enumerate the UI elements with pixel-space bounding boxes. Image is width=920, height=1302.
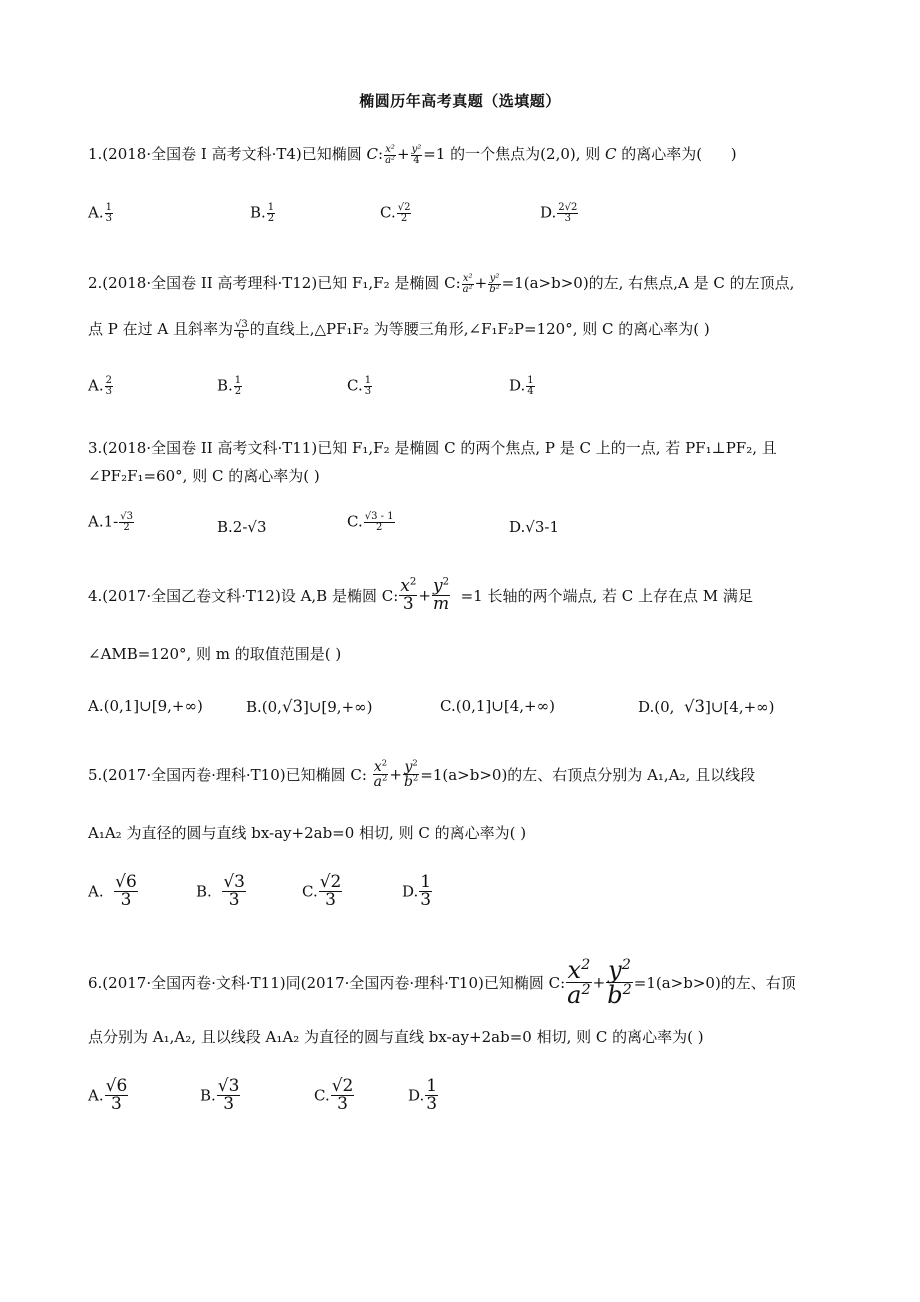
- q2-option-d[interactable]: D. $\frac{1}{4}$: [509, 375, 534, 397]
- question-6-options: [88, 1078, 848, 1118]
- q2-option-b[interactable]: B. $\frac{1}{2}$: [217, 375, 242, 397]
- question-4-stem-line-1: 4.(2017·全国乙卷文科·T12)设 A,B 是椭圆 C: $\frac{x^2}{3}$ + $\frac{y^2}{m}$ =1 长轴的两个端点, 若 C 上存在点 M 满足: [88, 576, 753, 614]
- question-4-stem-line-2: ∠AMB=120°, 则 m 的取值范围是( ): [88, 645, 342, 663]
- question-3-options: [88, 512, 848, 552]
- q1-frac-y2-4: $\frac{\text{y²}}{4}$: [411, 143, 422, 166]
- question-6-stem-line-1: 6.(2017·全国丙卷·文科·T11)同(2017·全国丙卷·理科·T10)已知椭圆 C: $\frac{x^2}{a^2}$ + $\frac{y^2}{b^2}$ =1(a>b>0)的左、右顶: [88, 956, 796, 1009]
- q4-option-d[interactable]: D.(0, √3]∪[4,+∞): [638, 697, 775, 716]
- question-1-options: [88, 203, 848, 243]
- q3-option-b[interactable]: B.2-√3: [217, 518, 267, 536]
- q5-option-b[interactable]: B. $\frac{√3}{3}$: [196, 872, 245, 910]
- q4-frac-y2-m: $\frac{y^2}{m}$: [432, 576, 450, 614]
- question-5-stem-line-1: 5.(2017·全国丙卷·理科·T10)已知椭圆 C: $\frac{x^2}{a^2}$ + $\frac{y^2}{b^2}$ =1(a>b>0)的左、右顶点分别为 A₁,A₂, 且以线段: [88, 757, 756, 790]
- q5-option-a[interactable]: A. $\frac{√6}{3}$: [88, 872, 137, 910]
- question-4-options: [88, 697, 848, 737]
- q4-option-b[interactable]: B.(0,√3]∪[9,+∞): [246, 697, 373, 716]
- q3-option-c[interactable]: C. $\frac{√3 - 1}{2}$: [347, 511, 394, 533]
- q1-ellipse-c: C: [366, 145, 378, 163]
- q4-option-a[interactable]: A.(0,1]∪[9,+∞): [88, 697, 203, 715]
- q6-option-b[interactable]: B. $\frac{√3}{3}$: [200, 1076, 240, 1114]
- question-2-stem-line-1: 2.(2018·全国卷 II 高考理科·T12)已知 F₁,F₂ 是椭圆 C: $\frac{\text{x²}}{\text{a²}}$ + $\frac{\text{y²}}{\text{b²}}$ =1(a>b>0)的左, 右焦点,A 是 C 的左顶点,: [88, 272, 795, 295]
- q1-prefix: 1.(2018·全国卷 I 高考文科·T4)已知椭圆: [88, 145, 367, 163]
- q1-option-a[interactable]: A. $\frac{1}{3}$: [88, 202, 112, 224]
- q2-option-c[interactable]: C. $\frac{1}{3}$: [347, 375, 372, 397]
- question-2-stem-line-2: 点 P 在过 A 且斜率为 $\frac{√3}{6}$ 的直线上,△PF₁F₂ 为等腰三角形,∠F₁F₂P=120°, 则 C 的离心率为( ): [88, 318, 710, 341]
- question-5-options: [88, 874, 848, 914]
- q2-slope-frac: $\frac{√3}{6}$: [235, 318, 248, 341]
- question-3-stem-line-1: 3.(2018·全国卷 II 高考文科·T11)已知 F₁,F₂ 是椭圆 C 的两个焦点, P 是 C 上的一点, 若 PF₁⊥PF₂, 且: [88, 439, 777, 457]
- question-3-stem-line-2: ∠PF₂F₁=60°, 则 C 的离心率为( ): [88, 467, 320, 485]
- question-5-stem-line-2: A₁A₂ 为直径的圆与直线 bx-ay+2ab=0 相切, 则 C 的离心率为( ): [88, 824, 527, 842]
- q5-option-d[interactable]: D. $\frac{1}{3}$: [402, 872, 432, 910]
- question-6-stem-line-2: 点分别为 A₁,A₂, 且以线段 A₁A₂ 为直径的圆与直线 bx-ay+2ab=0 相切, 则 C 的离心率为( ): [88, 1028, 704, 1046]
- q6-option-c[interactable]: C. $\frac{√2}{3}$: [314, 1076, 354, 1114]
- q3-option-d[interactable]: D.√3-1: [509, 518, 559, 536]
- q6-option-a[interactable]: A. $\frac{√6}{3}$: [88, 1076, 128, 1114]
- q6-option-d[interactable]: D. $\frac{1}{3}$: [408, 1076, 438, 1114]
- q2-option-a[interactable]: A. $\frac{2}{3}$: [88, 375, 112, 397]
- question-1-stem: 1.(2018·全国卷 I 高考文科·T4)已知椭圆 C: $\frac{\text{x²}}{\text{a²}}$ + $\frac{\text{y²}}{4}$ =1 的一个焦点为(2,0), 则 C 的离心率为( ): [88, 143, 737, 166]
- q5-option-c[interactable]: C. $\frac{√2}{3}$: [302, 872, 342, 910]
- q4-frac-x2-3: $\frac{x^2}{3}$: [400, 576, 417, 614]
- q4-option-c[interactable]: C.(0,1]∪[4,+∞): [440, 697, 555, 715]
- q1-option-c[interactable]: C. $\frac{√2}{2}$: [380, 202, 411, 224]
- q1-suffix: =1 的一个焦点为(2,0), 则: [423, 145, 606, 163]
- q1-option-d[interactable]: D. $\frac{2√2}{3}$: [540, 202, 578, 224]
- q1-frac-x2-a2: $\frac{\text{x²}}{\text{a²}}$: [385, 143, 396, 166]
- q1-option-b[interactable]: B. $\frac{1}{2}$: [250, 202, 275, 224]
- document-title: 椭圆历年高考真题（选填题）: [359, 92, 561, 110]
- q3-option-a[interactable]: A.1- $\frac{√3}{2}$: [88, 511, 133, 533]
- question-2-options: [88, 376, 848, 416]
